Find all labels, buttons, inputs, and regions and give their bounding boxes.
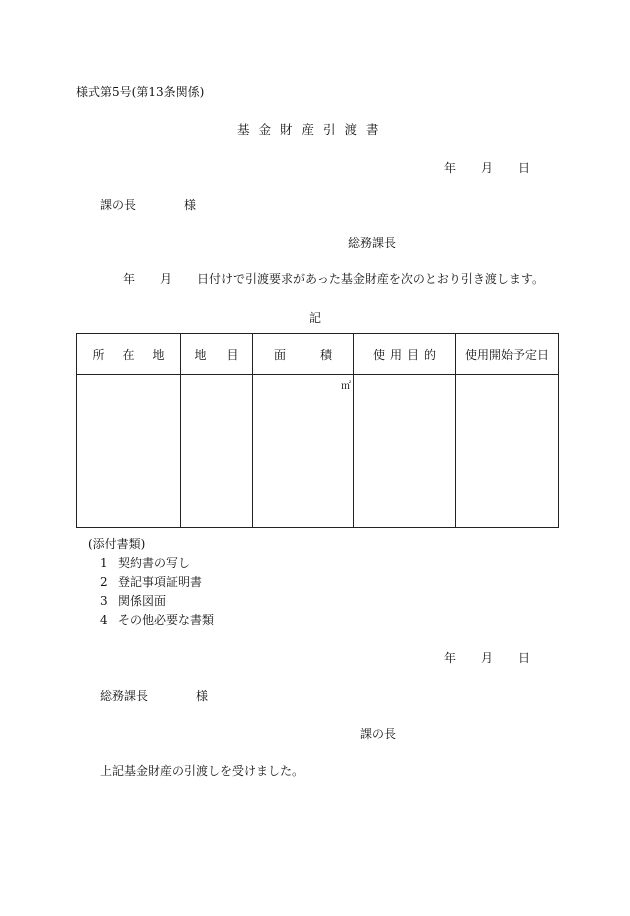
body-month-label: 月: [160, 272, 173, 286]
date-line-bottom: [444, 652, 530, 664]
recipient-top: [100, 199, 196, 211]
table-header-row: [77, 334, 559, 375]
date-year-label: 年: [444, 161, 457, 175]
cell-land-category: [181, 375, 253, 528]
date-day-label: 日: [518, 651, 531, 665]
area-unit: ㎡: [341, 381, 351, 392]
cell-start-date: [456, 375, 559, 528]
body-text: [123, 273, 544, 285]
date-year-label: 年: [444, 651, 457, 665]
sender-top: 総務課長: [348, 236, 397, 250]
date-day-label: 日: [518, 161, 531, 175]
date-month-label: 月: [481, 651, 494, 665]
cell-purpose: [354, 375, 456, 528]
body-year-label: 年: [123, 272, 136, 286]
date-line-top: [444, 162, 530, 174]
recipient-name: 課の長: [100, 198, 137, 212]
attachment-item: 2 登記事項証明書: [100, 575, 203, 589]
attachments-heading: (添付書類): [88, 537, 146, 551]
ki-label: 記: [309, 311, 322, 325]
attachment-item: 3 関係図面: [100, 594, 167, 608]
date-month-label: 月: [481, 161, 494, 175]
recipient-honorific: 様: [196, 689, 209, 703]
cell-area: [253, 375, 354, 528]
header-land-category: 地目: [181, 334, 253, 375]
recipient-name: 総務課長: [100, 689, 149, 703]
form-label: 様式第5号(第13条関係): [76, 85, 205, 99]
header-location: 所在地: [77, 334, 181, 375]
attachment-item: 1 契約書の写し: [100, 556, 191, 570]
header-purpose: 使用目的: [354, 334, 456, 375]
attachment-item: 4 その他必要な書類: [100, 613, 215, 627]
property-table: [76, 333, 559, 528]
recipient-bottom: [100, 690, 208, 702]
body-sentence: 日付けで引渡要求があった基金財産を次のとおり引き渡します。: [197, 272, 544, 286]
header-area: 面積: [253, 334, 354, 375]
sender-bottom: 課の長: [360, 727, 397, 741]
table-row: [77, 375, 559, 528]
cell-location: [77, 375, 181, 528]
header-start-date: 使用開始予定日: [456, 334, 559, 375]
recipient-honorific: 様: [184, 198, 197, 212]
document-title: 基金財産引渡書: [237, 122, 388, 137]
receipt-text: 上記基金財産の引渡しを受けました。: [100, 764, 305, 778]
